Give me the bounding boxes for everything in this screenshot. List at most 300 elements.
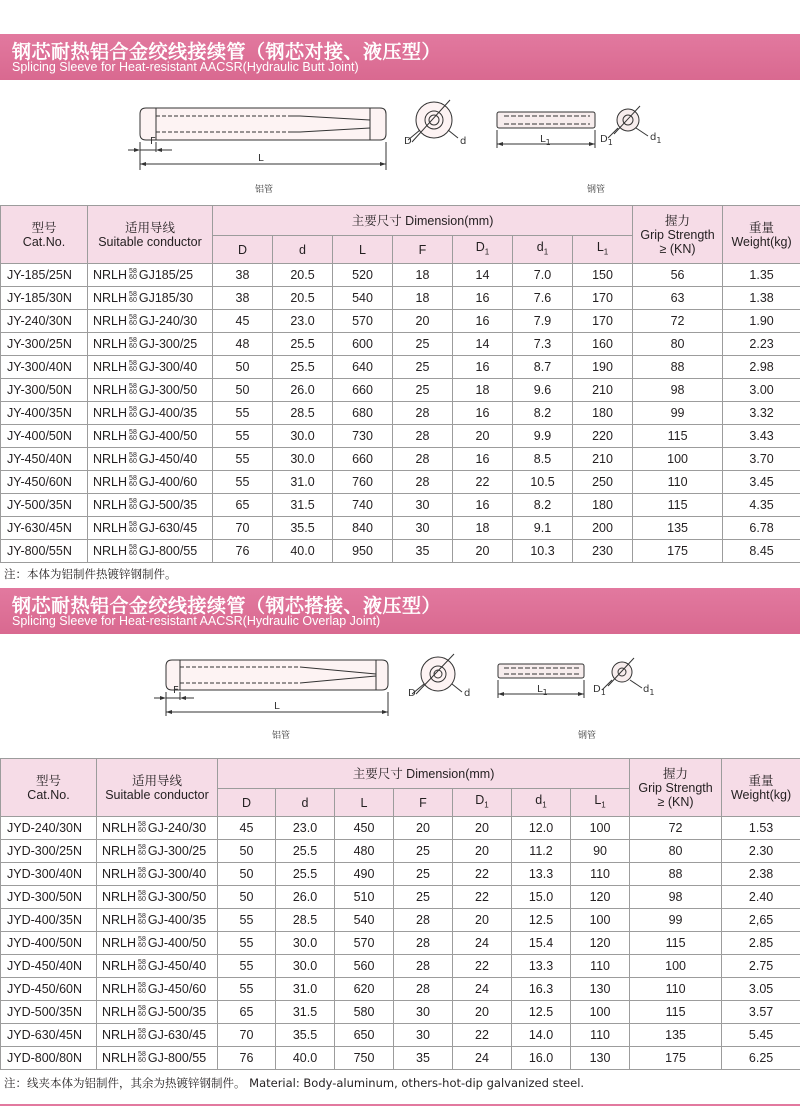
cell-grip-strength: 56	[633, 264, 723, 287]
cell-d1-outer: 20	[453, 540, 513, 563]
cell-d1-outer: 22	[453, 863, 512, 886]
table-row	[1, 379, 800, 402]
cell-d1-inner: 16.3	[512, 978, 571, 1001]
header-grip: 握力 Grip Strength ≥ (KN)	[633, 206, 723, 264]
cell-d-inner: 23.0	[276, 817, 335, 840]
section1-title-cn: 钢芯耐热铝合金绞线接续管（钢芯对接、液压型）	[12, 41, 442, 63]
cell-l: 660	[333, 448, 393, 471]
cell-l1: 250	[573, 471, 633, 494]
cell-l: 680	[333, 402, 393, 425]
cell-d1-outer: 22	[453, 955, 512, 978]
cell-cat-no: JY-300/25N	[1, 333, 88, 356]
table-row	[1, 817, 800, 840]
cell-weight: 6.78	[723, 517, 800, 540]
header-d-inner: d	[276, 789, 335, 817]
cell-l1: 120	[571, 932, 630, 955]
cell-d-outer: 55	[213, 425, 273, 448]
cell-d1-inner: 8.7	[513, 356, 573, 379]
cell-d-outer: 45	[213, 310, 273, 333]
cell-l: 510	[335, 886, 394, 909]
cell-f: 28	[393, 425, 453, 448]
cell-d-outer: 48	[213, 333, 273, 356]
cell-d1-inner: 10.3	[513, 540, 573, 563]
cell-d-inner: 25.5	[273, 333, 333, 356]
cell-d-inner: 25.5	[276, 840, 335, 863]
cell-d-inner: 30.0	[273, 425, 333, 448]
cell-l: 950	[333, 540, 393, 563]
cell-d-outer: 50	[213, 379, 273, 402]
cell-d-outer: 50	[213, 356, 273, 379]
table-row	[1, 356, 800, 379]
cell-grip-strength: 110	[633, 471, 723, 494]
cell-d-outer: 70	[218, 1024, 276, 1047]
cell-grip-strength: 80	[633, 333, 723, 356]
cell-l: 600	[333, 333, 393, 356]
cell-d1-outer: 22	[453, 1024, 512, 1047]
cell-grip-strength: 72	[630, 817, 722, 840]
cell-f: 25	[393, 379, 453, 402]
header-f: F	[394, 789, 453, 817]
cell-weight: 1.53	[722, 817, 800, 840]
label-d1-inner: $d_1$	[650, 132, 662, 145]
cell-d-outer: 45	[218, 817, 276, 840]
cell-d-outer: 55	[213, 448, 273, 471]
cell-grip-strength: 175	[630, 1047, 722, 1070]
cell-l: 740	[333, 494, 393, 517]
butt-joint-spec-table	[0, 205, 800, 563]
cell-d-outer: 50	[218, 886, 276, 909]
table-row	[1, 287, 800, 310]
cell-d1-inner: 7.6	[513, 287, 573, 310]
cell-cat-no: JYD-300/40N	[1, 863, 97, 886]
cell-conductor: NRLH 58 60 GJ-450/40	[97, 955, 218, 978]
cell-d1-outer: 20	[453, 817, 512, 840]
cell-d-inner: 28.5	[273, 402, 333, 425]
cell-l: 730	[333, 425, 393, 448]
cell-l: 560	[335, 955, 394, 978]
header-dimension: 主要尺寸 Dimension(mm)	[213, 206, 633, 236]
header-grip: 握力 Grip Strength ≥ (KN)	[630, 759, 722, 817]
cell-f: 30	[394, 1001, 453, 1024]
cell-grip-strength: 99	[630, 909, 722, 932]
cell-d1-inner: 7.3	[513, 333, 573, 356]
cell-d-outer: 38	[213, 264, 273, 287]
cell-l1: 210	[573, 379, 633, 402]
cell-d1-inner: 9.6	[513, 379, 573, 402]
label-f: F	[173, 685, 179, 696]
cell-d1-inner: 11.2	[512, 840, 571, 863]
cell-conductor: NRLH 58 60 GJ-300/40	[97, 863, 218, 886]
cell-cat-no: JY-800/55N	[1, 540, 88, 563]
table-row	[1, 471, 800, 494]
table-row	[1, 955, 800, 978]
header-cat: 型号 Cat.No.	[1, 206, 88, 264]
overlap-joint-drawing	[0, 648, 800, 748]
cell-grip-strength: 100	[633, 448, 723, 471]
label-l: L	[274, 701, 280, 712]
cell-weight: 1.38	[723, 287, 800, 310]
cell-d-inner: 35.5	[273, 517, 333, 540]
cell-d-inner: 26.0	[276, 886, 335, 909]
cell-conductor: NRLH 58 60 GJ-400/35	[88, 402, 213, 425]
cell-cat-no: JYD-450/40N	[1, 955, 97, 978]
cell-weight: 2.23	[723, 333, 800, 356]
cell-weight: 6.25	[722, 1047, 800, 1070]
table-row	[1, 517, 800, 540]
cell-d1-outer: 22	[453, 886, 512, 909]
cell-d-outer: 55	[218, 955, 276, 978]
cell-weight: 3.45	[723, 471, 800, 494]
table-row	[1, 1001, 800, 1024]
section1-banner	[0, 34, 800, 80]
cell-grip-strength: 135	[633, 517, 723, 540]
cell-d1-inner: 14.0	[512, 1024, 571, 1047]
cell-cat-no: JYD-800/80N	[1, 1047, 97, 1070]
cell-d-inner: 28.5	[276, 909, 335, 932]
header-d-outer: D	[218, 789, 276, 817]
cell-d1-inner: 8.2	[513, 402, 573, 425]
cell-cat-no: JY-630/45N	[1, 517, 88, 540]
cell-grip-strength: 115	[633, 494, 723, 517]
label-l1: $L_1$	[537, 684, 548, 697]
cell-l1: 180	[573, 402, 633, 425]
cell-l1: 100	[571, 909, 630, 932]
cell-conductor: NRLH 58 60 GJ-300/50	[97, 886, 218, 909]
cell-weight: 2.40	[722, 886, 800, 909]
cell-d-inner: 25.5	[276, 863, 335, 886]
cell-d-inner: 30.0	[273, 448, 333, 471]
cell-f: 18	[393, 264, 453, 287]
cell-d-outer: 65	[218, 1001, 276, 1024]
cell-conductor: NRLH 58 60 GJ-300/25	[88, 333, 213, 356]
cell-weight: 2,65	[722, 909, 800, 932]
cell-d1-outer: 16	[453, 310, 513, 333]
cell-f: 20	[394, 817, 453, 840]
cell-conductor: NRLH 58 60 GJ-400/50	[97, 932, 218, 955]
cell-d1-outer: 20	[453, 425, 513, 448]
cell-cat-no: JY-185/25N	[1, 264, 88, 287]
cell-d1-inner: 15.4	[512, 932, 571, 955]
cell-d1-outer: 16	[453, 402, 513, 425]
cell-f: 25	[394, 840, 453, 863]
cell-l: 570	[333, 310, 393, 333]
cell-cat-no: JY-185/30N	[1, 287, 88, 310]
cell-cat-no: JY-240/30N	[1, 310, 88, 333]
header-conductor: 适用导线 Suitable conductor	[97, 759, 218, 817]
section1-note: 注：本体为铝制件热镀锌钢制件。	[4, 567, 177, 581]
table-row	[1, 264, 800, 287]
table-row	[1, 540, 800, 563]
cell-f: 18	[393, 287, 453, 310]
table-row	[1, 932, 800, 955]
cell-d-inner: 31.5	[273, 494, 333, 517]
cell-d-outer: 76	[218, 1047, 276, 1070]
cell-d-outer: 55	[213, 402, 273, 425]
cell-grip-strength: 175	[633, 540, 723, 563]
cell-l1: 110	[571, 955, 630, 978]
cell-weight: 3.05	[722, 978, 800, 1001]
cell-d1-inner: 9.9	[513, 425, 573, 448]
cell-d1-inner: 7.9	[513, 310, 573, 333]
cell-grip-strength: 88	[633, 356, 723, 379]
label-d-outer: D	[408, 688, 416, 699]
cell-cat-no: JY-400/35N	[1, 402, 88, 425]
table-row	[1, 909, 800, 932]
cell-f: 28	[394, 932, 453, 955]
cell-conductor: NRLH 58 60 GJ-400/60	[88, 471, 213, 494]
cell-f: 28	[394, 955, 453, 978]
cell-weight: 1.35	[723, 264, 800, 287]
cell-conductor: NRLH 58 60 GJ-450/40	[88, 448, 213, 471]
cell-f: 28	[393, 448, 453, 471]
cell-d1-outer: 20	[453, 909, 512, 932]
cell-weight: 2.30	[722, 840, 800, 863]
cell-grip-strength: 88	[630, 863, 722, 886]
cell-f: 25	[394, 863, 453, 886]
cell-conductor: NRLH 58 60 GJ-240/30	[88, 310, 213, 333]
cell-l1: 110	[571, 863, 630, 886]
cell-f: 30	[393, 494, 453, 517]
table-row	[1, 310, 800, 333]
cell-cat-no: JY-450/40N	[1, 448, 88, 471]
cell-weight: 3.32	[723, 402, 800, 425]
cell-l: 840	[333, 517, 393, 540]
cell-weight: 3.70	[723, 448, 800, 471]
cell-d1-inner: 12.0	[512, 817, 571, 840]
cell-l1: 100	[571, 817, 630, 840]
caption-aluminum-tube: 铝管	[272, 731, 291, 741]
cell-f: 25	[394, 886, 453, 909]
cell-conductor: NRLH 58 60 GJ-300/25	[97, 840, 218, 863]
cell-cat-no: JYD-400/35N	[1, 909, 97, 932]
cell-d-inner: 30.0	[276, 932, 335, 955]
header-l1: $L_1$	[573, 236, 633, 264]
cell-cat-no: JYD-450/60N	[1, 978, 97, 1001]
cell-d-outer: 55	[218, 909, 276, 932]
cell-grip-strength: 99	[633, 402, 723, 425]
cell-cat-no: JY-500/35N	[1, 494, 88, 517]
cell-d-outer: 76	[213, 540, 273, 563]
cell-conductor: NRLH 58 60 GJ-630/45	[97, 1024, 218, 1047]
cell-d-outer: 55	[218, 978, 276, 1001]
cell-l1: 160	[573, 333, 633, 356]
header-weight: 重量 Weight(kg)	[723, 206, 800, 264]
butt-joint-drawing	[0, 90, 800, 200]
header-d1-inner: $d_1$	[513, 236, 573, 264]
header-d-inner: d	[273, 236, 333, 264]
label-l1: $L_1$	[540, 134, 551, 147]
table-row	[1, 494, 800, 517]
cell-weight: 3.00	[723, 379, 800, 402]
cell-l1: 220	[573, 425, 633, 448]
cell-d1-inner: 7.0	[513, 264, 573, 287]
cell-d1-inner: 13.3	[512, 863, 571, 886]
cell-d-outer: 38	[213, 287, 273, 310]
cell-l: 570	[335, 932, 394, 955]
table-row	[1, 1024, 800, 1047]
cell-cat-no: JY-450/60N	[1, 471, 88, 494]
cell-d-outer: 65	[213, 494, 273, 517]
cell-conductor: NRLH 58 60 GJ-300/40	[88, 356, 213, 379]
cell-l: 540	[333, 287, 393, 310]
cell-d-outer: 55	[218, 932, 276, 955]
cell-d1-outer: 24	[453, 978, 512, 1001]
cell-f: 20	[393, 310, 453, 333]
cell-l1: 150	[573, 264, 633, 287]
cell-weight: 5.45	[722, 1024, 800, 1047]
cell-grip-strength: 80	[630, 840, 722, 863]
cell-cat-no: JYD-630/45N	[1, 1024, 97, 1047]
cell-weight: 2.38	[722, 863, 800, 886]
cell-d-inner: 31.0	[273, 471, 333, 494]
cell-grip-strength: 115	[633, 425, 723, 448]
cell-weight: 8.45	[723, 540, 800, 563]
cell-weight: 3.57	[722, 1001, 800, 1024]
cell-d1-outer: 14	[453, 264, 513, 287]
cell-d-inner: 40.0	[273, 540, 333, 563]
cell-l1: 200	[573, 517, 633, 540]
cell-l: 660	[333, 379, 393, 402]
cell-d-inner: 20.5	[273, 287, 333, 310]
header-cat: 型号 Cat.No.	[1, 759, 97, 817]
overlap-joint-spec-table	[0, 758, 800, 1070]
cell-conductor: NRLH 58 60 GJ-400/35	[97, 909, 218, 932]
cell-conductor: NRLH 58 60 GJ-500/35	[97, 1001, 218, 1024]
cell-d1-inner: 16.0	[512, 1047, 571, 1070]
cell-d-outer: 70	[213, 517, 273, 540]
cell-f: 30	[394, 1024, 453, 1047]
cell-l1: 90	[571, 840, 630, 863]
cell-d1-outer: 14	[453, 333, 513, 356]
caption-aluminum-tube: 铝管	[255, 185, 274, 195]
cell-d-inner: 30.0	[276, 955, 335, 978]
cell-d1-inner: 8.2	[513, 494, 573, 517]
section2-title-en: Splicing Sleeve for Heat-resistant AACSR(Hydraulic Overlap Joint)	[12, 614, 381, 628]
cell-cat-no: JYD-300/25N	[1, 840, 97, 863]
cell-l: 750	[335, 1047, 394, 1070]
cell-conductor: NRLH 58 60 GJ185/25	[88, 264, 213, 287]
section2-drawing	[0, 648, 800, 748]
cell-cat-no: JY-300/50N	[1, 379, 88, 402]
cell-d1-outer: 24	[453, 1047, 512, 1070]
cell-d1-inner: 15.0	[512, 886, 571, 909]
table-row	[1, 978, 800, 1001]
cell-l1: 190	[573, 356, 633, 379]
cell-d1-outer: 24	[453, 932, 512, 955]
cell-f: 25	[393, 356, 453, 379]
cell-d-inner: 20.5	[273, 264, 333, 287]
cell-conductor: NRLH 58 60 GJ-450/60	[97, 978, 218, 1001]
cell-l1: 110	[571, 1024, 630, 1047]
header-l: L	[333, 236, 393, 264]
cell-d-outer: 55	[213, 471, 273, 494]
cell-l: 650	[335, 1024, 394, 1047]
cell-l1: 130	[571, 978, 630, 1001]
cell-f: 28	[394, 909, 453, 932]
table-row	[1, 448, 800, 471]
label-d1-inner: $d_1$	[643, 684, 655, 697]
cell-l1: 210	[573, 448, 633, 471]
cell-grip-strength: 115	[630, 932, 722, 955]
cell-d1-outer: 16	[453, 494, 513, 517]
cell-d1-inner: 13.3	[512, 955, 571, 978]
cell-f: 35	[393, 540, 453, 563]
cell-weight: 4.35	[723, 494, 800, 517]
cell-grip-strength: 135	[630, 1024, 722, 1047]
cell-d-inner: 35.5	[276, 1024, 335, 1047]
header-d1-outer: $D_1$	[453, 789, 512, 817]
header-d1-inner: $d_1$	[512, 789, 571, 817]
cell-l: 520	[333, 264, 393, 287]
cell-d-inner: 26.0	[273, 379, 333, 402]
table-row	[1, 863, 800, 886]
section1-title-en: Splicing Sleeve for Heat-resistant AACSR(Hydraulic Butt Joint)	[12, 60, 359, 74]
cell-d-inner: 23.0	[273, 310, 333, 333]
cell-conductor: NRLH 58 60 GJ-800/55	[88, 540, 213, 563]
cell-l: 580	[335, 1001, 394, 1024]
label-f: F	[150, 136, 156, 147]
header-f: F	[393, 236, 453, 264]
section2-banner	[0, 588, 800, 634]
cell-grip-strength: 63	[633, 287, 723, 310]
cell-grip-strength: 110	[630, 978, 722, 1001]
cell-weight: 2.85	[722, 932, 800, 955]
cell-l: 620	[335, 978, 394, 1001]
cell-weight: 2.75	[722, 955, 800, 978]
caption-steel-tube: 钢管	[587, 185, 606, 195]
cell-cat-no: JY-400/50N	[1, 425, 88, 448]
cell-d1-inner: 10.5	[513, 471, 573, 494]
cell-l1: 130	[571, 1047, 630, 1070]
cell-cat-no: JYD-300/50N	[1, 886, 97, 909]
cell-conductor: NRLH 58 60 GJ-800/55	[97, 1047, 218, 1070]
cell-f: 28	[393, 402, 453, 425]
cell-l: 450	[335, 817, 394, 840]
cell-cat-no: JYD-500/35N	[1, 1001, 97, 1024]
cell-d1-outer: 20	[453, 1001, 512, 1024]
cell-f: 30	[393, 517, 453, 540]
cell-d1-inner: 8.5	[513, 448, 573, 471]
header-weight: 重量 Weight(kg)	[722, 759, 800, 817]
table-row	[1, 402, 800, 425]
label-d-inner: d	[460, 136, 467, 147]
cell-d1-inner: 12.5	[512, 909, 571, 932]
cell-conductor: NRLH 58 60 GJ185/30	[88, 287, 213, 310]
cell-cat-no: JYD-240/30N	[1, 817, 97, 840]
header-dimension: 主要尺寸 Dimension(mm)	[218, 759, 630, 789]
cell-d1-inner: 9.1	[513, 517, 573, 540]
header-d-outer: D	[213, 236, 273, 264]
cell-f: 25	[393, 333, 453, 356]
cell-d-inner: 31.5	[276, 1001, 335, 1024]
cell-l1: 230	[573, 540, 633, 563]
label-d-inner: d	[464, 688, 471, 699]
section2-note: 注：线夹本体为铝制件，其余为热镀锌钢制件。 Material: Body-aluminum, others-hot-dip galvanized steel.	[4, 1076, 585, 1090]
cell-conductor: NRLH 58 60 GJ-240/30	[97, 817, 218, 840]
cell-l1: 170	[573, 287, 633, 310]
cell-grip-strength: 98	[630, 886, 722, 909]
caption-steel-tube: 钢管	[578, 731, 597, 741]
label-d1-outer: $D_1$	[593, 684, 606, 697]
cell-weight: 2.98	[723, 356, 800, 379]
cell-f: 28	[393, 471, 453, 494]
table-row	[1, 1047, 800, 1070]
section2-title-cn: 钢芯耐热铝合金绞线接续管（钢芯搭接、液压型）	[12, 595, 442, 617]
cell-grip-strength: 100	[630, 955, 722, 978]
cell-d1-outer: 18	[453, 379, 513, 402]
cell-d-inner: 40.0	[276, 1047, 335, 1070]
header-d1-outer: $D_1$	[453, 236, 513, 264]
